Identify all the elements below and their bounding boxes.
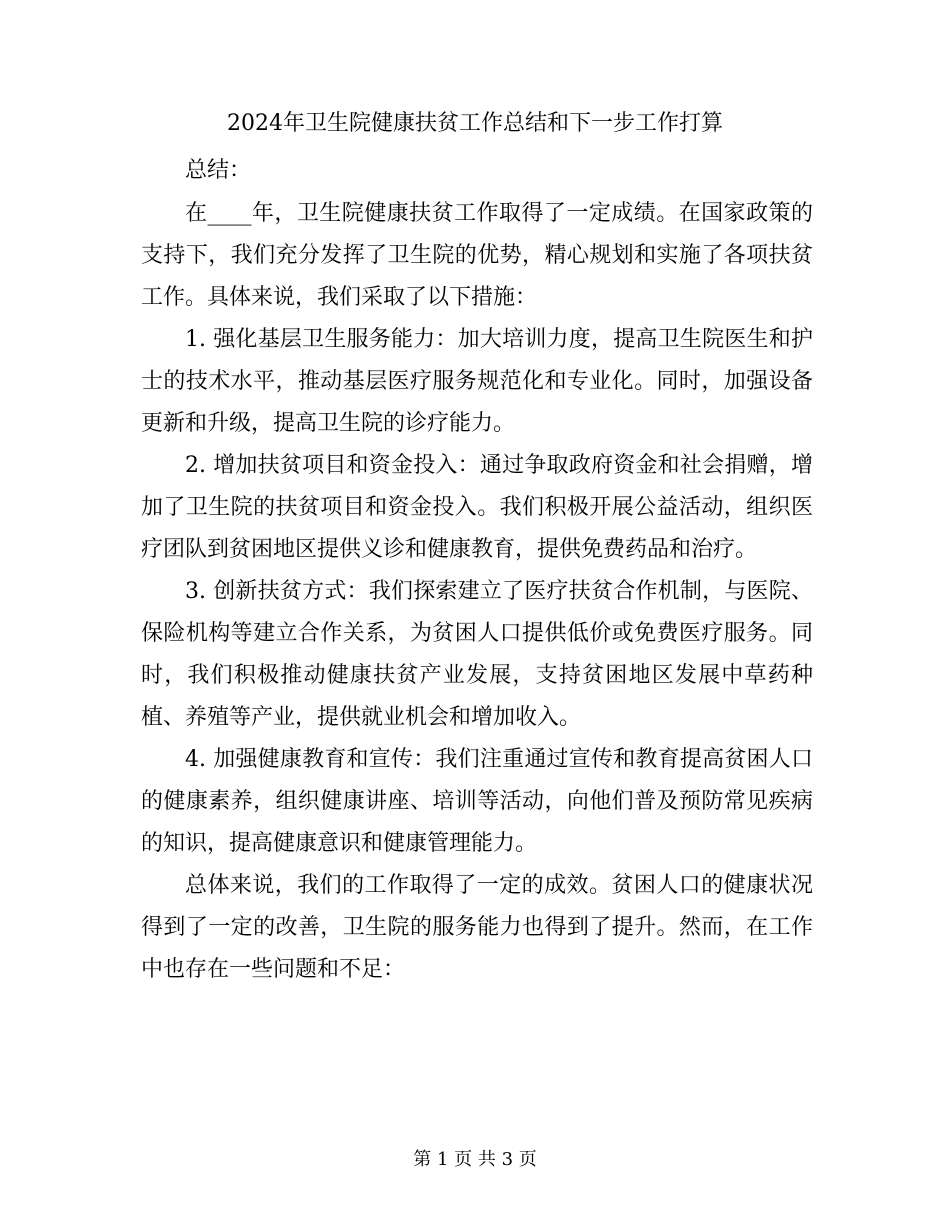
paragraph-measure-4: 4. 加强健康教育和宣传：我们注重通过宣传和教育提高贫困人口的健康素养，组织健康讲座、培训等活动，向他们普及预防常见疾病的知识，提高健康意识和健康管理能力。 xyxy=(141,747,813,856)
paragraph-intro: 在____年，卫生院健康扶贫工作取得了一定成绩。在国家政策的支持下，我们充分发挥了卫生院的优势，精心规划和实施了各项扶贫工作。具体来说，我们采取了以下措施： xyxy=(141,201,813,310)
paragraph-measure-3: 3. 创新扶贫方式：我们探索建立了医疗扶贫合作机制，与医院、保险机构等建立合作关系，为贫困人口提供低价或免费医疗服务。同时，我们积极推动健康扶贫产业发展，支持贫困地区发展中草药种植、养殖等产业，提供就业机会和增加收入。 xyxy=(141,579,813,730)
document-body xyxy=(141,150,813,991)
document-title: 2024年卫生院健康扶贫工作总结和下一步工作打算 xyxy=(227,111,723,136)
page-number-footer: 第 1 页 共 3 页 xyxy=(413,1149,537,1170)
paragraph-measure-2: 2. 增加扶贫项目和资金投入：通过争取政府资金和社会捐赠，增加了卫生院的扶贫项目和资金投入。我们积极开展公益活动，组织医疗团队到贫困地区提供义诊和健康教育，提供免费药品和治疗。 xyxy=(141,453,813,562)
section-label: 总结： xyxy=(185,158,252,183)
paragraph-conclusion: 总体来说，我们的工作取得了一定的成效。贫困人口的健康状况得到了一定的改善，卫生院的服务能力也得到了提升。然而，在工作中也存在一些问题和不足： xyxy=(141,873,813,982)
paragraph-measure-1: 1. 强化基层卫生服务能力：加大培训力度，提高卫生院医生和护士的技术水平，推动基层医疗服务规范化和专业化。同时，加强设备更新和升级，提高卫生院的诊疗能力。 xyxy=(141,327,813,436)
